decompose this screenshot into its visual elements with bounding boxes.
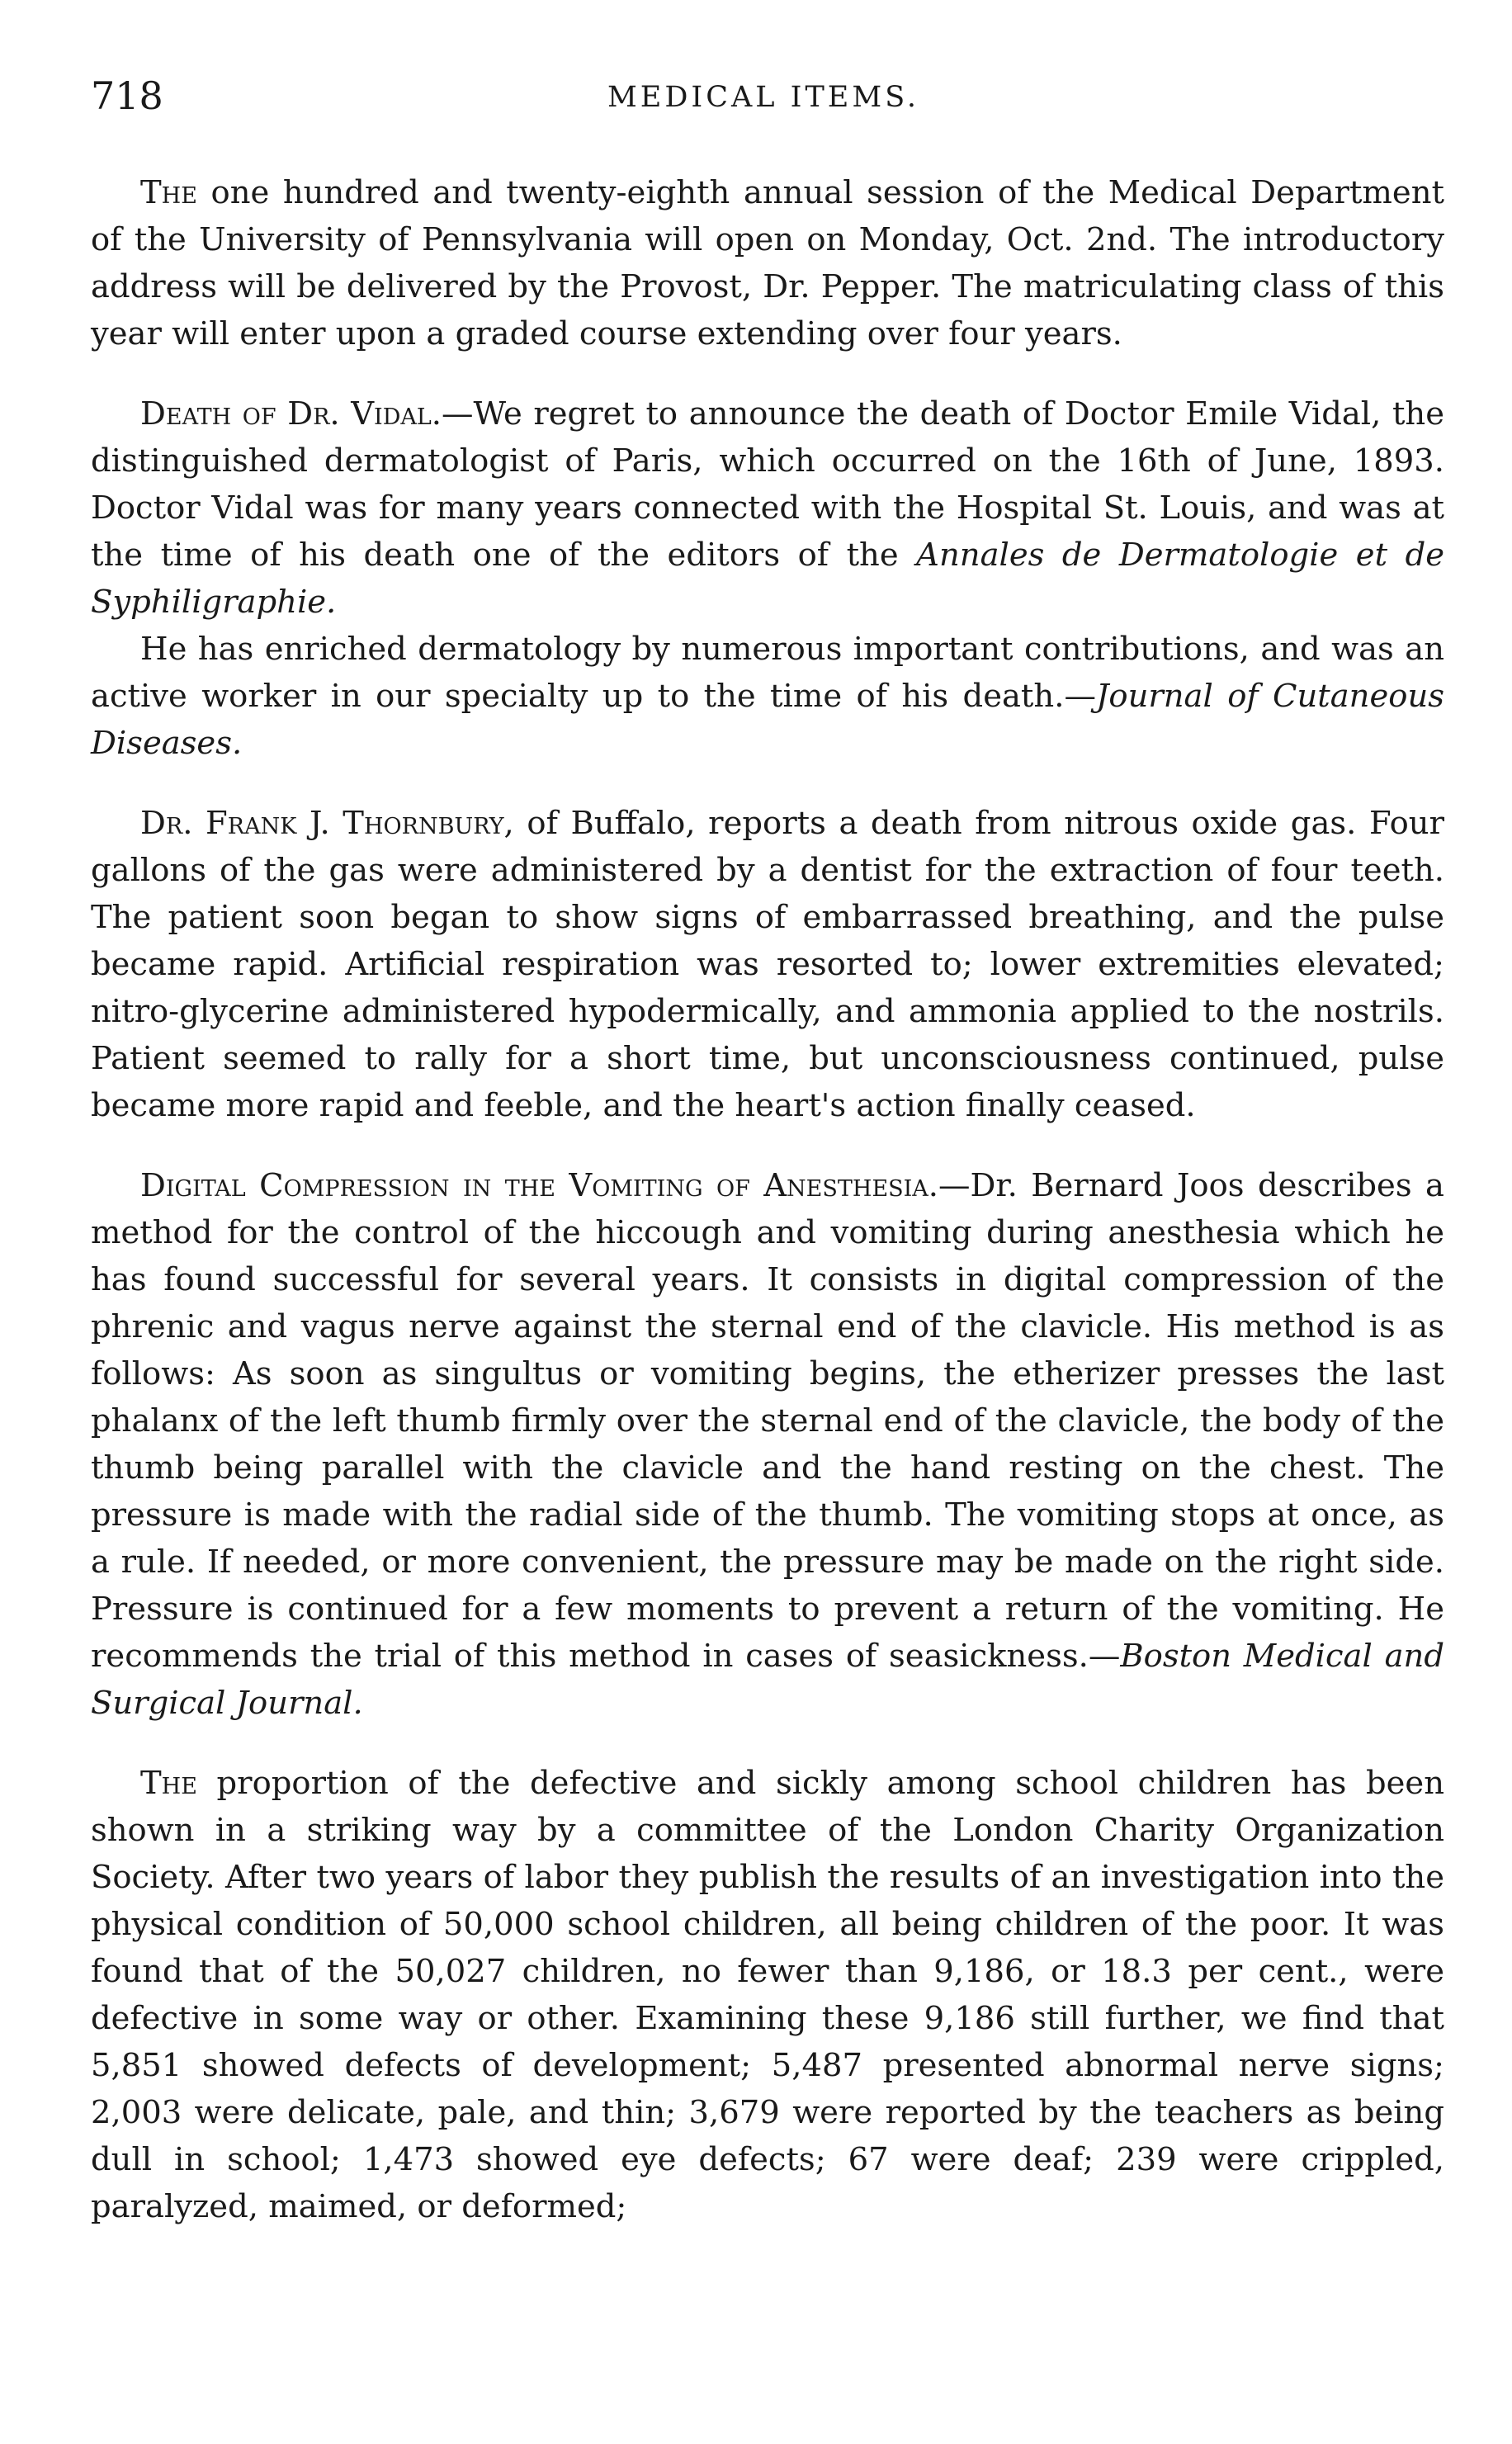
item-vidal-continued	[91, 626, 1444, 767]
running-head: MEDICAL ITEMS.	[607, 81, 920, 114]
source-citation: Boston Medical and Surgical Journal.	[91, 1638, 1444, 1722]
paragraph-text: of Buffalo, reports a death from nitrous oxide gas. Four gallons of the gas were administered by a dentist for the extraction of four teeth. The patient soon began to show signs of embarrassed breathing, and the pulse became rapid. Artificial respiration was resorted to; lower extremities elevated; nitro-glycerine administered hypodermically, and ammonia applied to the nostrils. Patient seemed to rally for a short time, but unconsciousness continued, pulse became more rapid and feeble, and the heart's action finally ceased.	[91, 805, 1445, 1124]
source-citation: Journal of Cutaneous Diseases.	[91, 678, 1444, 762]
item-heading: Digital Compression in the Vomiting of Anesthesia.	[140, 1167, 939, 1204]
item-heading: Dr. Frank J. Thornbury,	[140, 805, 514, 842]
item-school-children	[91, 1760, 1444, 2230]
lead-word: The	[140, 174, 197, 211]
paragraph-text: —Dr. Bernard Joos describes a method for the control of the hiccough and vomiting during anesthesia which he has found successful for several years. It consists in digital compression of the phrenic and vagus nerve against the sternal end of the clavicle. His method is as follows: As soon as singultus or vomiting begins, the etherizer presses the last phalanx of the left thumb firmly over the sternal end of the clavicle, the body of the thumb being parallel with the clavicle and the hand resting on the chest. The pressure is made with the radial side of the thumb. The vomiting stops at once, as a rule. If needed, or more convenient, the pressure may be made on the right side. Pressure is continued for a few moments to prevent a return of the vomiting. He recommends the trial of this method in cases of seasickness.—	[91, 1167, 1444, 1675]
item-heading: Death of Dr. Vidal.	[140, 395, 442, 433]
paragraph-text: —We regret to announce the death of Doctor Emile Vidal, the distinguished dermatologist of Paris, which occurred on the 16th of June, 1893. Doctor Vidal was for many years connected with the Hospital St. Louis, and was at the time of his death one of the editors of the	[91, 395, 1444, 574]
paragraph-text: one hundred and twenty-eighth annual session of the Medical Department of the University of Pennsylvania will open on Monday, Oct. 2nd. The introductory address will be delivered by the Provost, Dr. Pepper. The matriculating class of this year will enter upon a graded course extending over four years.	[91, 174, 1444, 352]
paragraph-text: proportion of the defective and sickly among school children has been shown in a striking way by a committee of the London Charity Organization Society. After two years of labor they publish the results of an investigation into the physical condition of 50,000 school children, all being children of the poor. It was found that of the 50,027 children, no fewer than 9,186, or 18.3 per cent., were defective in some way or other. Examining these 9,186 still further, we find that 5,851 showed defects of development; 5,487 presented abnormal nerve signs; 2,003 were delicate, pale, and thin; 3,679 were reported by the teachers as being dull in school; 1,473 showed eye defects; 67 were deaf; 239 were crippled, paralyzed, maimed, or deformed;	[91, 1765, 1444, 2225]
page-number: 718	[91, 73, 163, 118]
item-death-of-dr-vidal	[91, 390, 1444, 626]
paragraph-text: He has enriched dermatology by numerous important contributions, and was an active worker in our specialty up to the time of his death.—	[91, 631, 1444, 715]
item-digital-compression	[91, 1162, 1444, 1727]
page-header	[91, 71, 1436, 121]
item-nitrous-oxide-death	[91, 800, 1444, 1129]
page-body	[91, 169, 1444, 2230]
lead-word: The	[140, 1765, 197, 1802]
item-session-announcement	[91, 169, 1444, 357]
journal-title: Annales de Dermatologie et de Syphiligraphie.	[91, 537, 1445, 621]
